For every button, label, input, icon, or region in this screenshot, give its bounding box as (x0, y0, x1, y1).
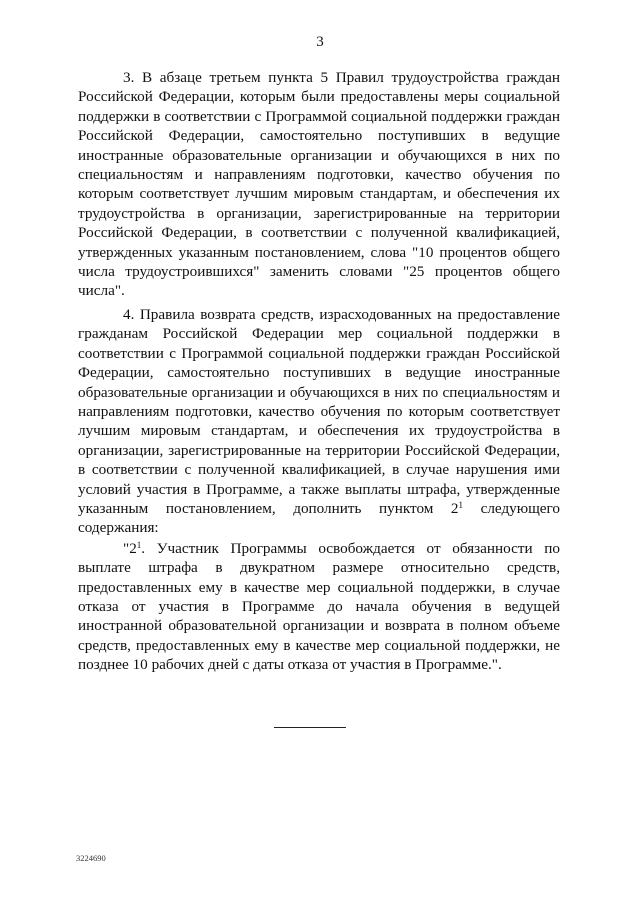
paragraph-item-4-tail: следующего содержания: (78, 499, 560, 537)
paragraph-new-point (78, 539, 560, 675)
document-code: 3224690 (76, 853, 106, 863)
superscript: 1 (458, 499, 464, 510)
paragraph-item-4 (78, 305, 560, 538)
page-number: 3 (316, 34, 324, 50)
end-divider (274, 727, 346, 728)
paragraph-item-3: 3. В абзаце третьем пункта 5 Правил трудоустройства граждан Российской Федерации, которым были предоставлены меры социальной поддержки в соответствии с Программой социальной поддержки граждан Российской Федерации, самостоятельно поступивших в ведущие иностранные образовательные организации и обучающихся в них по специальностям и направлениям подготовки, качество обучения по которым соответствует лучшим мировым стандартам, и обеспечения их трудоустройства в организации, зарегистрированные на территории Российской Федерации, в соответствии с полученной квалификацией, утвержденных указанным постановлением, слова "10 процентов общего числа трудоустроившихся" заменить словами "25 процентов общего числа". (78, 69, 560, 300)
new-point-text: . Участник Программы освобождается от обязанности по выплате штрафа в двукратном размере относительно средств, предоставленных ему в качестве мер социальной поддержки, в случае отказа от участия в Программе до начала обучения в ведущей иностранной образовательной организации и возврата в полном объеме средств, предоставленных ему в качестве мер социальной поддержки, не позднее 10 рабочих дней с даты отказа от участия в Программе.". (78, 539, 560, 674)
document-body (78, 68, 560, 675)
new-point-number: "2 (123, 539, 137, 557)
paragraph-item-4-text: 4. Правила возврата средств, израсходованных на предоставление гражданам Российской Федерации мер социальной поддержки в соответствии с Программой социальной поддержки граждан Российской Федерации, самостоятельно поступивших в ведущие иностранные образовательные организации и обучающихся в них по специальностям и направлениям подготовки, качество обучения по которым соответствует лучшим мировым стандартам, и обеспечения их трудоустройства в организации, зарегистрированные на территории Российской Федерации, в соответствии с полученной квалификацией, в случае нарушения ими условий участия в Программе, а также выплаты штрафа, утвержденные указанным постановлением, дополнить пунктом 2 (78, 305, 560, 517)
superscript: 1 (136, 539, 142, 550)
